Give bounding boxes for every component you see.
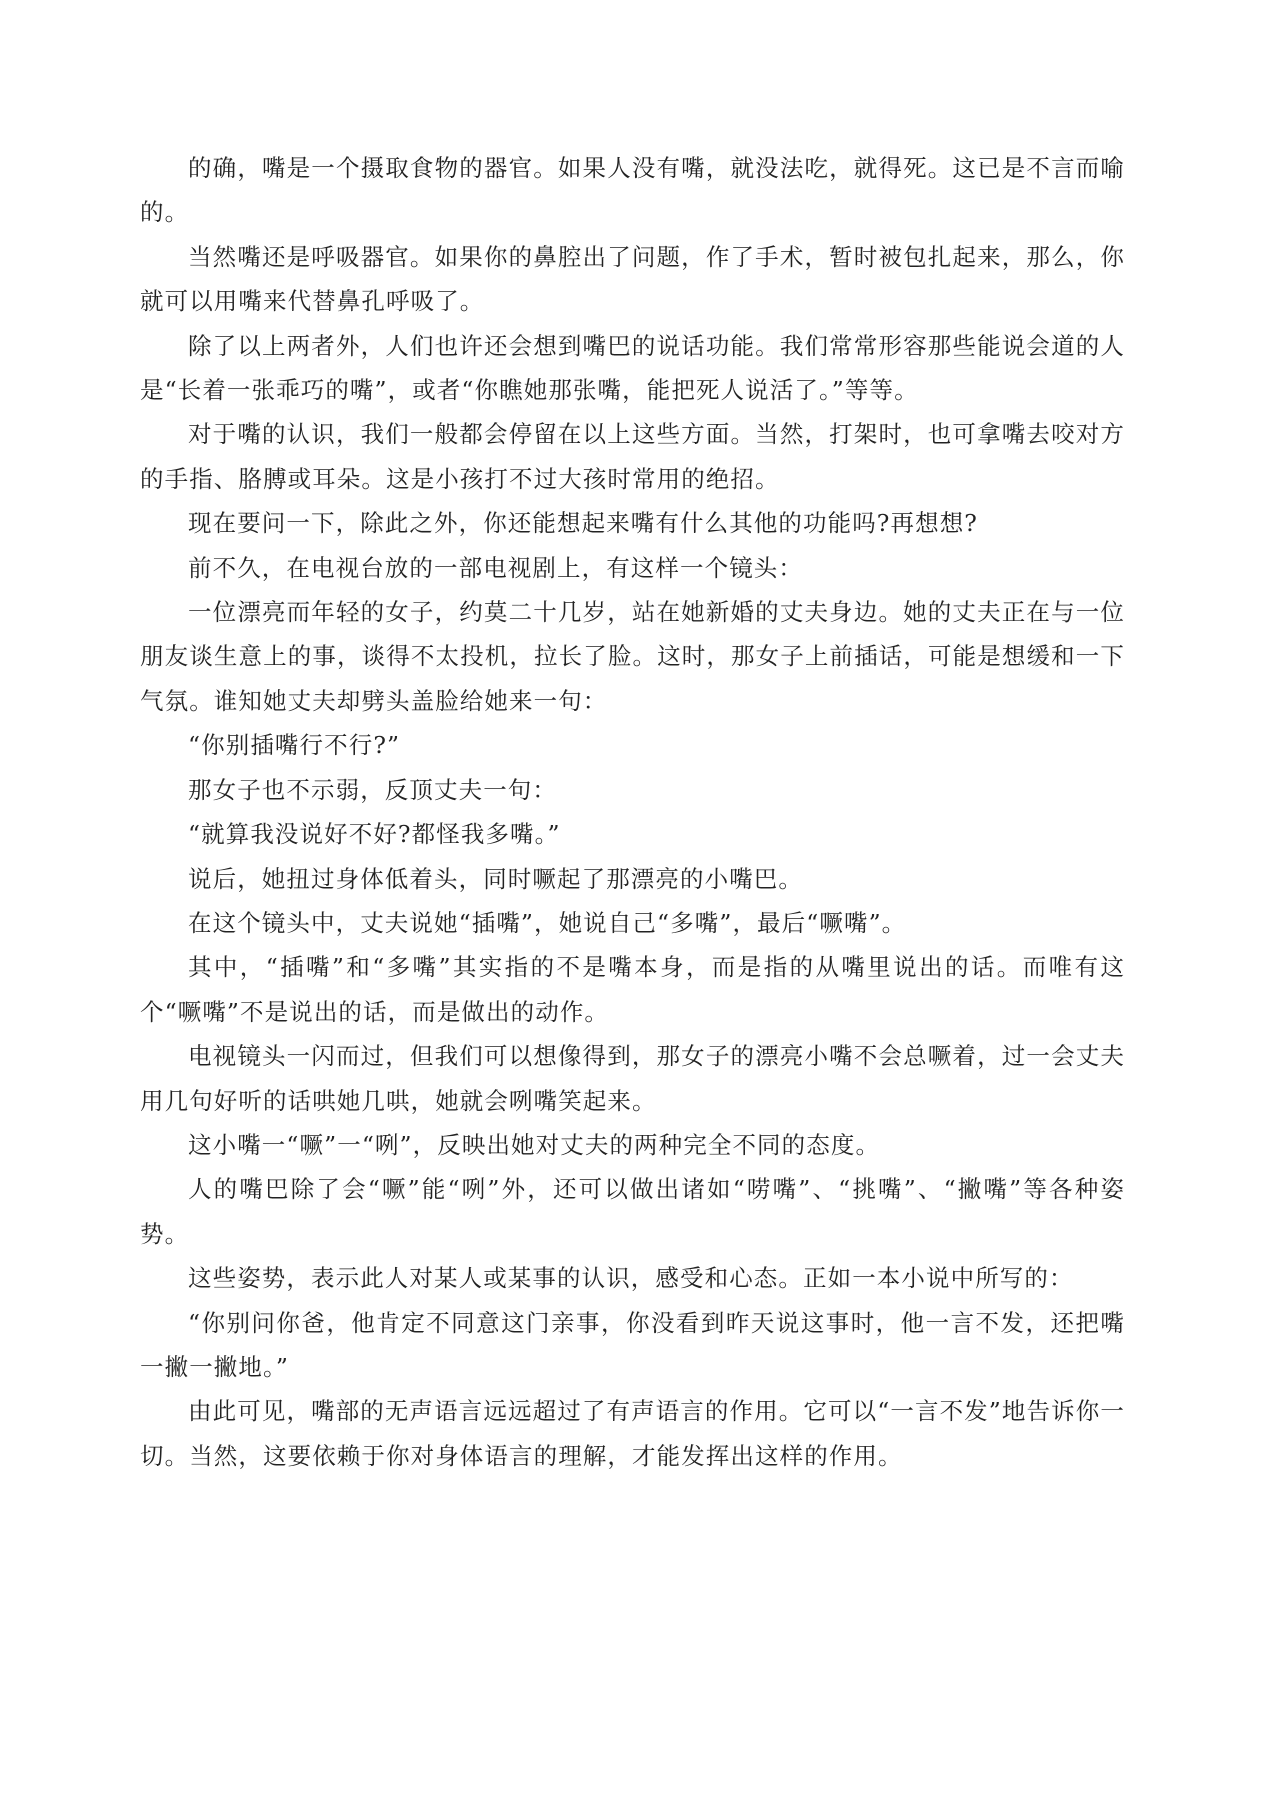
paragraph-1: 的确，嘴是一个摄取食物的器官。如果人没有嘴，就没法吃，就得死。这已是不言而喻的。 (140, 154, 1125, 227)
paragraph-7: 一位漂亮而年轻的女子，约莫二十几岁，站在她新婚的丈夫身边。她的丈夫正在与一位朋友谈生意上的事，谈得不太投机，拉长了脸。这时，那女子上前插话，可能是想缓和一下气氛。谁知她丈夫却劈头盖脸给她来一句： (140, 598, 1125, 715)
paragraph-17: 这些姿势，表示此人对某人或某事的认识，感受和心态。正如一本小说中所写的： (188, 1264, 1074, 1293)
paragraph-6: 前不久，在电视台放的一部电视剧上，有这样一个镜头： (188, 553, 803, 582)
paragraph-18: “你别问你爸，他肯定不同意这门亲事，你没看到昨天说这事时，他一言不发，还把嘴一撇一撇地。” (140, 1308, 1125, 1381)
paragraph-16: 人的嘴巴除了会“噘”能“咧”外，还可以做出诸如“唠嘴”、“挑嘴”、“撇嘴”等各种姿势。 (140, 1175, 1125, 1248)
paragraph-13: 其中，“插嘴”和“多嘴”其实指的不是嘴本身，而是指的从嘴里说出的话。而唯有这个“噘嘴”不是说出的话，而是做出的动作。 (140, 953, 1125, 1026)
paragraph-8: “你别插嘴行不行?” (188, 731, 401, 760)
paragraph-9: 那女子也不示弱，反顶丈夫一句： (188, 775, 557, 804)
paragraph-12: 在这个镜头中，丈夫说她“插嘴”，她说自己“多嘴”，最后“噘嘴”。 (188, 908, 907, 937)
paragraph-11: 说后，她扭过身体低着头，同时噘起了那漂亮的小嘴巴。 (188, 864, 803, 893)
paragraph-2: 当然嘴还是呼吸器官。如果你的鼻腔出了问题，作了手术，暂时被包扎起来，那么，你就可以用嘴来代替鼻孔呼吸了。 (140, 242, 1125, 316)
article-body (140, 146, 1125, 1478)
paragraph-3: 除了以上两者外，人们也许还会想到嘴巴的说话功能。我们常常形容那些能说会道的人是“长着一张乖巧的嘴”，或者“你瞧她那张嘴，能把死人说活了。”等等。 (140, 331, 1125, 405)
paragraph-5: 现在要问一下，除此之外，你还能想起来嘴有什么其他的功能吗?再想想? (188, 509, 978, 538)
paragraph-4: 对于嘴的认识，我们一般都会停留在以上这些方面。当然，打架时，也可拿嘴去咬对方的手指、胳膊或耳朵。这是小孩打不过大孩时常用的绝招。 (140, 420, 1125, 493)
paragraph-15: 这小嘴一“噘”一“咧”，反映出她对丈夫的两种完全不同的态度。 (188, 1130, 881, 1159)
paragraph-14: 电视镜头一闪而过，但我们可以想像得到，那女子的漂亮小嘴不会总噘着，过一会丈夫用几句好听的话哄她几哄，她就会咧嘴笑起来。 (140, 1042, 1125, 1115)
paragraph-10: “就算我没说好不好?都怪我多嘴。” (188, 820, 561, 849)
paragraph-19: 由此可见，嘴部的无声语言远远超过了有声语言的作用。它可以“一言不发”地告诉你一切。当然，这要依赖于你对身体语言的理解，才能发挥出这样的作用。 (140, 1397, 1125, 1470)
